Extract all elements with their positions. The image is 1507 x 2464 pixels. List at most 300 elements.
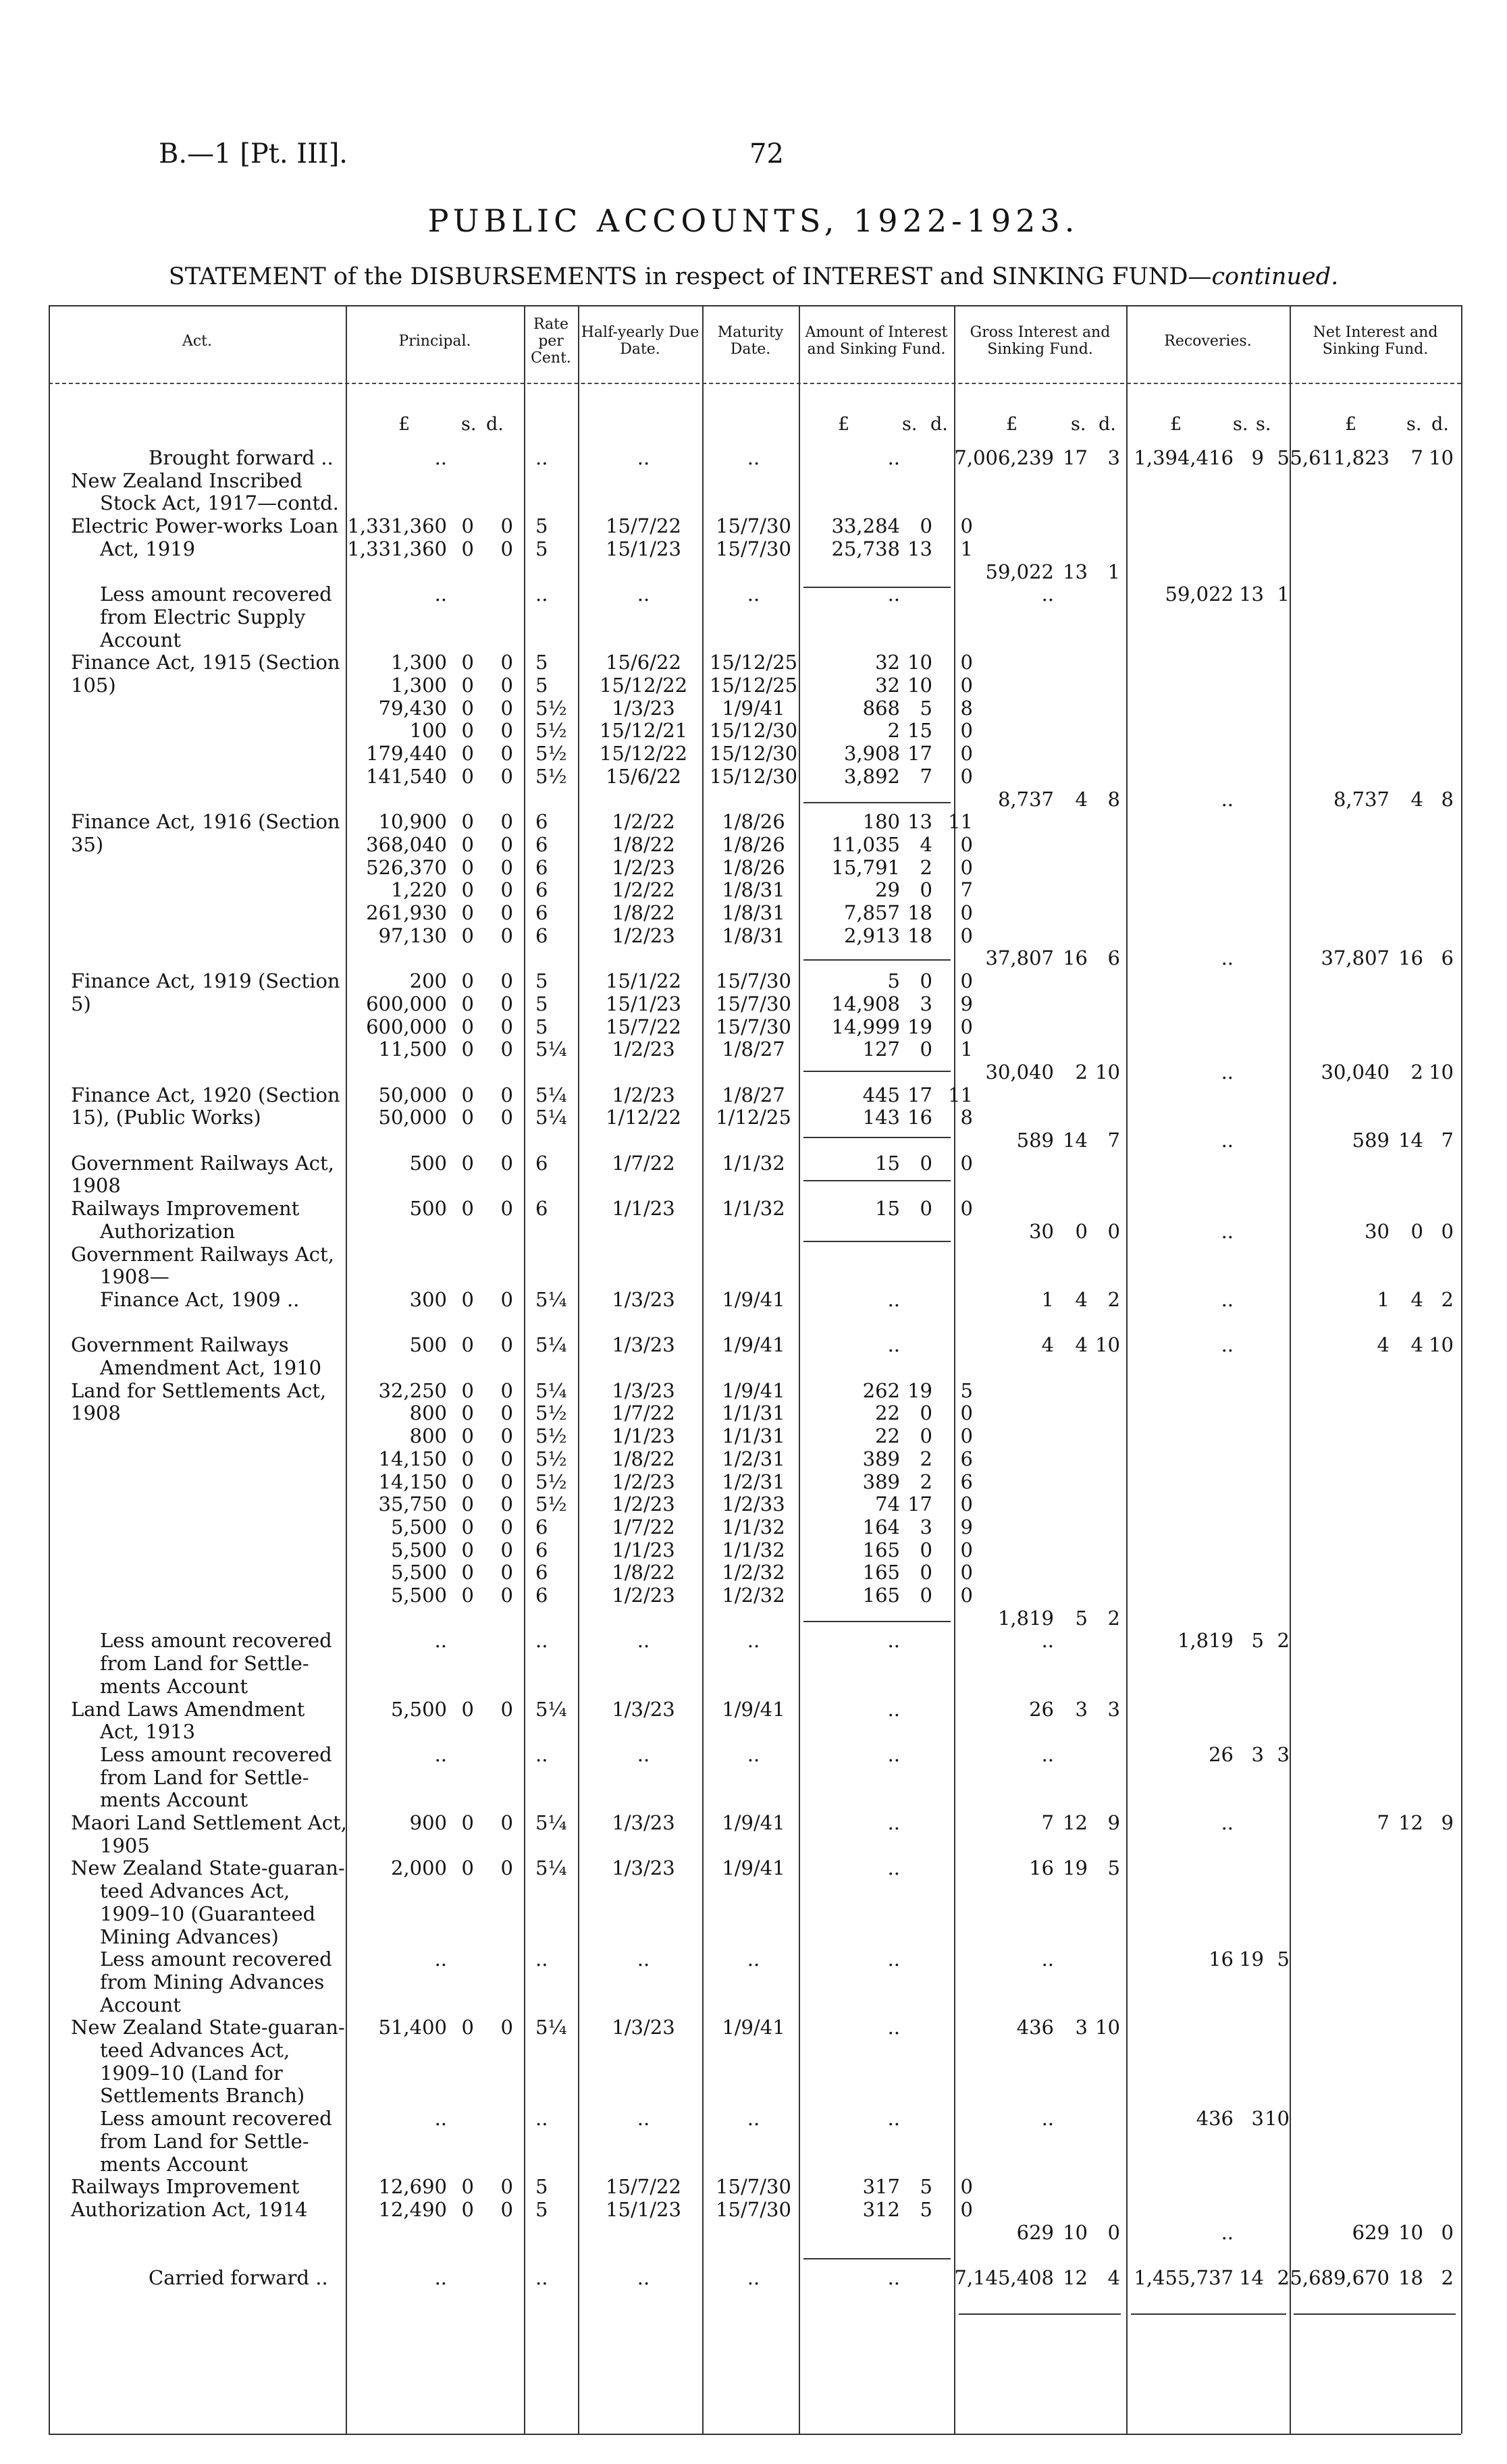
principal-pence: 0 — [500, 1584, 513, 1607]
table-row — [0, 1198, 1507, 1220]
principal-pounds: 51,400 — [378, 2016, 447, 2039]
amount-shillings: 0 — [920, 514, 932, 538]
maturity-date: 15/7/30 — [716, 969, 791, 993]
net-pounds: 37,807 — [1321, 946, 1390, 970]
principal-pence: 0 — [500, 696, 513, 720]
table-row — [0, 470, 1507, 492]
principal-pence: 0 — [500, 1447, 513, 1470]
principal-shillings: 0 — [461, 674, 474, 697]
table-row — [0, 902, 1507, 924]
act-cell: from Mining Advances — [100, 1970, 325, 1993]
net-pence: 9 — [1441, 1811, 1454, 1834]
act-cell: New Zealand Inscribed — [71, 468, 302, 492]
principal-shillings: 0 — [461, 1584, 474, 1607]
amount-pounds: 312 — [862, 2197, 900, 2221]
sum-rule — [803, 1621, 951, 1622]
act-cell: Finance Act, 1909 .. — [100, 1287, 300, 1311]
net-shillings: 4 — [1410, 1287, 1423, 1311]
unit-pound: £ — [1345, 414, 1357, 435]
act-cell: Authorization — [100, 1219, 236, 1243]
net-shillings: 16 — [1398, 946, 1423, 970]
act-cell: Land Laws Amendment — [71, 1697, 305, 1721]
amount-shillings: 0 — [920, 1038, 932, 1061]
amount-pence: 0 — [960, 674, 973, 697]
principal-pence: 0 — [500, 2016, 513, 2039]
principal-pounds: 12,490 — [378, 2197, 447, 2221]
amount-pence: 0 — [960, 1493, 973, 1516]
principal-shillings: 0 — [461, 1106, 474, 1129]
statement-subtitle — [0, 263, 1507, 290]
principal-pounds: 35,750 — [378, 1493, 447, 1516]
principal-pounds: 1,300 — [390, 651, 447, 674]
due-date: .. — [637, 2107, 650, 2131]
principal-pence: 0 — [500, 1038, 513, 1061]
rate-per-cent: 5½ — [535, 742, 567, 766]
principal-pounds: 600,000 — [366, 992, 447, 1015]
rate-per-cent: 5 — [535, 969, 548, 993]
amount-pounds: .. — [887, 2016, 900, 2039]
principal-shillings: 0 — [461, 651, 474, 674]
recoveries-shillings: 3 — [1251, 2107, 1264, 2131]
act-cell: Amendment Act, 1910 — [100, 1356, 322, 1379]
amount-pence: 11 — [948, 1083, 973, 1106]
act-cell: 1908 — [71, 1174, 121, 1198]
rate-per-cent: 6 — [535, 1584, 548, 1607]
amount-pence: 1 — [960, 537, 973, 560]
unit-shillings: s. — [1071, 414, 1086, 435]
rate-per-cent: 5 — [535, 537, 548, 560]
maturity-date: 1/8/26 — [722, 832, 785, 856]
amount-pence: 1 — [960, 1038, 973, 1061]
principal-shillings: 0 — [461, 810, 474, 834]
amount-shillings: 10 — [907, 674, 932, 697]
amount-pence: 0 — [960, 742, 973, 766]
recoveries-pounds: .. — [1221, 1129, 1234, 1152]
amount-pounds: .. — [887, 1742, 900, 1766]
table-row — [0, 2244, 1507, 2266]
rate-per-cent: .. — [535, 1742, 548, 1766]
act-cell: Railways Improvement — [71, 2175, 300, 2199]
net-pence: 8 — [1441, 787, 1454, 811]
net-shillings: 12 — [1398, 1811, 1423, 1834]
act-cell: 35) — [71, 832, 104, 856]
table-row — [0, 2153, 1507, 2176]
rate-per-cent: .. — [535, 446, 548, 469]
amount-shillings: 17 — [907, 1493, 932, 1516]
principal-pence: 0 — [500, 855, 513, 879]
principal-pounds: 5,500 — [390, 1561, 447, 1584]
principal-shillings: 0 — [461, 1470, 474, 1493]
due-date: 1/7/22 — [612, 1515, 675, 1538]
principal-pence: 0 — [500, 1493, 513, 1516]
gross-shillings: 3 — [1075, 2016, 1088, 2039]
gross-pence: 4 — [1107, 2266, 1120, 2289]
amount-pounds: 22 — [875, 1424, 900, 1448]
maturity-date: .. — [747, 446, 760, 469]
amount-pounds: .. — [887, 2266, 900, 2289]
table-row — [0, 447, 1507, 469]
table-bottom-rule — [49, 2434, 1461, 2435]
due-date: 1/2/23 — [612, 1493, 675, 1516]
principal-pounds: .. — [434, 2266, 447, 2289]
principal-shillings: 0 — [461, 1697, 474, 1721]
table-row — [0, 925, 1507, 947]
document-reference: B.—1 [Pt. III]. — [159, 138, 348, 169]
act-cell: teed Advances Act, — [100, 2039, 290, 2062]
amount-pounds: 317 — [862, 2175, 900, 2199]
net-pence: 7 — [1441, 1129, 1454, 1152]
column-header-gross: Gross Interest and Sinking Fund. — [970, 324, 1111, 358]
rate-per-cent: 6 — [535, 1197, 548, 1221]
gross-pence: 0 — [1107, 1219, 1120, 1243]
principal-pounds: 10,900 — [378, 810, 447, 834]
table-row — [0, 674, 1507, 697]
table-row — [0, 1448, 1507, 1470]
gross-shillings: 5 — [1075, 1606, 1088, 1630]
principal-pounds: 79,430 — [378, 696, 447, 720]
principal-pence: 0 — [500, 1697, 513, 1721]
act-cell: Government Railways — [71, 1333, 289, 1357]
table-row — [0, 1129, 1507, 1152]
gross-pence: 3 — [1107, 446, 1120, 469]
amount-pounds: .. — [887, 1629, 900, 1653]
principal-shillings: 0 — [461, 764, 474, 788]
maturity-date: 1/9/41 — [722, 1856, 785, 1880]
due-date: 1/1/23 — [612, 1197, 675, 1221]
act-cell: Finance Act, 1919 (Section — [71, 969, 340, 993]
rate-per-cent: .. — [535, 583, 548, 606]
table-row — [0, 1357, 1507, 1379]
maturity-date: 1/2/32 — [722, 1584, 785, 1607]
gross-pounds: 8,737 — [997, 787, 1054, 811]
table-row — [0, 1584, 1507, 1607]
principal-shillings: 0 — [461, 901, 474, 924]
net-shillings: 0 — [1410, 1219, 1423, 1243]
act-cell: Government Railways Act, — [71, 1242, 334, 1266]
amount-pounds: .. — [887, 1856, 900, 1880]
amount-pence: 0 — [960, 969, 973, 993]
amount-shillings: 10 — [907, 651, 932, 674]
principal-pounds: 5,500 — [390, 1538, 447, 1561]
maturity-date: 1/9/41 — [722, 1697, 785, 1721]
amount-pence: 5 — [960, 1378, 973, 1402]
principal-pence: 0 — [500, 810, 513, 834]
amount-pounds: 389 — [862, 1470, 900, 1493]
net-shillings: 7 — [1410, 446, 1423, 469]
table-row — [0, 2267, 1507, 2289]
maturity-date: .. — [747, 2107, 760, 2131]
sum-rule — [803, 1180, 951, 1181]
act-cell: Account — [100, 628, 181, 651]
recoveries-pounds: .. — [1221, 946, 1234, 970]
act-cell: 105) — [71, 674, 116, 697]
amount-shillings: 4 — [920, 832, 932, 856]
table-row — [0, 651, 1507, 674]
amount-shillings: 19 — [907, 1378, 932, 1402]
principal-pounds: 50,000 — [378, 1106, 447, 1129]
due-date: 15/7/22 — [606, 2175, 681, 2199]
principal-pounds: 200 — [409, 969, 447, 993]
amount-pence: 0 — [960, 1401, 973, 1425]
gross-pounds: 26 — [1029, 1697, 1054, 1721]
recoveries-pence: 5 — [1277, 446, 1290, 469]
rate-per-cent: .. — [535, 2107, 548, 2131]
amount-pounds: 32 — [875, 674, 900, 697]
unit-pence: d. — [1099, 414, 1116, 435]
maturity-date: 1/1/32 — [722, 1515, 785, 1538]
table-row — [0, 1880, 1507, 1902]
amount-pence: 0 — [960, 764, 973, 788]
amount-pence: 9 — [960, 992, 973, 1015]
amount-pence: 0 — [960, 719, 973, 743]
due-date: 1/2/23 — [612, 1470, 675, 1493]
gross-pence: 10 — [1095, 1060, 1120, 1083]
net-pounds: 1 — [1377, 1287, 1390, 1311]
rate-per-cent: 6 — [535, 810, 548, 834]
principal-pence: 0 — [500, 923, 513, 947]
principal-pounds: 141,540 — [366, 764, 447, 788]
principal-shillings: 0 — [461, 1561, 474, 1584]
maturity-date: 1/9/41 — [722, 696, 785, 720]
rate-per-cent: 6 — [535, 1515, 548, 1538]
due-date: 1/2/23 — [612, 923, 675, 947]
due-date: .. — [637, 1948, 650, 1971]
principal-shillings: 0 — [461, 969, 474, 993]
amount-pounds: 389 — [862, 1447, 900, 1470]
rate-per-cent: 5 — [535, 674, 548, 697]
amount-pence: 0 — [960, 855, 973, 879]
act-cell: Less amount recovered — [100, 583, 332, 606]
amount-pence: 0 — [960, 1197, 973, 1221]
due-date: 15/12/22 — [599, 742, 688, 766]
gross-pounds: 1,819 — [997, 1606, 1054, 1630]
unit-shillings: s. — [902, 414, 918, 435]
amount-pounds: 15,791 — [831, 855, 900, 879]
principal-pence: 0 — [500, 1470, 513, 1493]
act-cell: Settlements Branch) — [100, 2084, 305, 2108]
principal-pounds: 97,130 — [378, 923, 447, 947]
principal-pence: 0 — [500, 1378, 513, 1402]
unit-pence: d. — [486, 414, 504, 435]
gross-pence: 2 — [1107, 1287, 1120, 1311]
net-pence: 2 — [1441, 2266, 1454, 2289]
gross-pence: 3 — [1107, 1697, 1120, 1721]
due-date: 1/8/22 — [612, 1561, 675, 1584]
amount-pence: 8 — [960, 696, 973, 720]
maturity-date: 1/8/26 — [722, 855, 785, 879]
amount-pounds: 143 — [862, 1106, 900, 1129]
table-row — [0, 629, 1507, 651]
table-row — [0, 1380, 1507, 1402]
principal-shillings: 0 — [461, 1493, 474, 1516]
principal-pence: 0 — [500, 1811, 513, 1834]
gross-pounds: 629 — [1016, 2220, 1054, 2244]
unit-pence: d. — [1431, 414, 1449, 435]
act-cell: Act, 1913 — [100, 1720, 196, 1744]
rate-per-cent: 5½ — [535, 1493, 567, 1516]
maturity-date: 1/2/31 — [722, 1447, 785, 1470]
net-shillings: 14 — [1398, 1129, 1423, 1152]
due-date: 15/12/21 — [599, 719, 688, 743]
gross-pence: 0 — [1107, 2220, 1120, 2244]
act-cell: Finance Act, 1920 (Section — [71, 1083, 340, 1106]
principal-shillings: 0 — [461, 537, 474, 560]
amount-pence: 8 — [960, 1106, 973, 1129]
sum-rule — [803, 959, 951, 961]
principal-pounds: 11,500 — [378, 1038, 447, 1061]
table-row — [0, 1175, 1507, 1197]
sum-rule — [803, 587, 951, 588]
principal-pence: 0 — [500, 901, 513, 924]
maturity-date: 15/7/30 — [716, 537, 791, 560]
principal-pence: 0 — [500, 878, 513, 902]
due-date: 1/3/23 — [612, 2016, 675, 2039]
table-row — [0, 2016, 1507, 2039]
maturity-date: 15/12/30 — [709, 764, 798, 788]
amount-shillings: 5 — [920, 696, 932, 720]
due-date: 1/2/23 — [612, 1584, 675, 1607]
principal-shillings: 0 — [461, 1538, 474, 1561]
amount-pence: 0 — [960, 2175, 973, 2199]
amount-pence: 11 — [948, 810, 973, 834]
maturity-date: 1/2/33 — [722, 1493, 785, 1516]
maturity-date: 1/8/31 — [722, 923, 785, 947]
table-row — [0, 1038, 1507, 1061]
principal-shillings: 0 — [461, 1038, 474, 1061]
sum-rule — [803, 1137, 951, 1138]
due-date: 1/2/23 — [612, 1038, 675, 1061]
principal-pounds: .. — [434, 1742, 447, 1766]
rate-per-cent: 5 — [535, 1015, 548, 1038]
maturity-date: 1/8/31 — [722, 878, 785, 902]
due-date: 1/3/23 — [612, 1378, 675, 1402]
act-cell: Finance Act, 1915 (Section — [71, 651, 340, 674]
table-row — [0, 1516, 1507, 1538]
table-row — [0, 1744, 1507, 1766]
table-row — [0, 1835, 1507, 1857]
recoveries-pounds: 436 — [1196, 2107, 1234, 2131]
maturity-date: 15/12/30 — [709, 719, 798, 743]
principal-shillings: 0 — [461, 2197, 474, 2221]
table-row — [0, 1721, 1507, 1743]
principal-pounds: 1,331,360 — [347, 514, 447, 538]
maturity-date: 1/1/32 — [722, 1197, 785, 1221]
act-cell: from Land for Settle- — [100, 1765, 309, 1789]
act-cell: Government Railways Act, — [71, 1151, 334, 1175]
net-shillings: 2 — [1410, 1060, 1423, 1083]
table-row — [0, 2131, 1507, 2153]
recoveries-pounds: .. — [1221, 2220, 1234, 2244]
rate-per-cent: 6 — [535, 901, 548, 924]
principal-pounds: 900 — [409, 1811, 447, 1834]
rate-per-cent: 6 — [535, 1538, 548, 1561]
due-date: 1/12/22 — [606, 1106, 681, 1129]
due-date: 1/8/22 — [612, 901, 675, 924]
principal-pounds: 261,930 — [366, 901, 447, 924]
due-date: 1/3/23 — [612, 1811, 675, 1834]
table-row — [0, 2222, 1507, 2244]
act-cell: Stock Act, 1917—contd. — [100, 491, 339, 515]
column-header-due-date: Half-yearly Due Date. — [581, 324, 699, 358]
amount-pence: 7 — [960, 878, 973, 902]
table-row — [0, 993, 1507, 1015]
table-row — [0, 1539, 1507, 1561]
amount-pounds: .. — [887, 1333, 900, 1357]
act-cell: 1908— — [100, 1265, 169, 1289]
principal-pounds: 5,500 — [390, 1584, 447, 1607]
table-row — [0, 1653, 1507, 1675]
act-cell: from Electric Supply — [100, 605, 306, 628]
recoveries-pounds: .. — [1221, 1219, 1234, 1243]
principal-shillings: 0 — [461, 1083, 474, 1106]
table-row — [0, 2199, 1507, 2221]
amount-pence: 9 — [960, 1515, 973, 1538]
net-pence: 10 — [1429, 446, 1454, 469]
due-date: .. — [637, 446, 650, 469]
amount-pounds: 15 — [875, 1151, 900, 1175]
table-row — [0, 743, 1507, 765]
principal-pounds: 500 — [409, 1151, 447, 1175]
recoveries-pounds: 1,455,737 — [1134, 2266, 1234, 2289]
rate-per-cent: 5¼ — [535, 1287, 567, 1311]
principal-shillings: 0 — [461, 923, 474, 947]
table-row — [0, 1789, 1507, 1811]
principal-pence: 0 — [500, 1287, 513, 1311]
recoveries-pence: 2 — [1277, 2266, 1290, 2289]
gross-pounds: 30 — [1029, 1219, 1054, 1243]
due-date: 15/1/23 — [606, 537, 681, 560]
principal-pounds: .. — [434, 446, 447, 469]
maturity-date: 1/9/41 — [722, 1287, 785, 1311]
column-header-principal: Principal. — [398, 332, 471, 350]
amount-pounds: .. — [887, 1811, 900, 1834]
rate-per-cent: 5 — [535, 2175, 548, 2199]
principal-pence: 0 — [500, 1401, 513, 1425]
principal-pence: 0 — [500, 1515, 513, 1538]
rate-per-cent: 6 — [535, 878, 548, 902]
principal-pounds: 5,500 — [390, 1697, 447, 1721]
amount-shillings: 17 — [907, 742, 932, 766]
rate-per-cent: 5¼ — [535, 1856, 567, 1880]
amount-pence: 6 — [960, 1447, 973, 1470]
rate-per-cent: 6 — [535, 1151, 548, 1175]
gross-pence: 6 — [1107, 946, 1120, 970]
maturity-date: 1/8/27 — [722, 1083, 785, 1106]
principal-pounds: 179,440 — [366, 742, 447, 766]
due-date: 1/2/22 — [612, 810, 675, 834]
principal-pounds: 100 — [409, 719, 447, 743]
unit-shillings: s. — [1406, 414, 1422, 435]
gross-shillings: 4 — [1075, 787, 1088, 811]
act-cell: Less amount recovered — [100, 1629, 332, 1653]
recoveries-shillings: 5 — [1251, 1629, 1264, 1653]
unit-pound: £ — [398, 414, 411, 435]
amount-shillings: 16 — [907, 1106, 932, 1129]
due-date: 1/8/22 — [612, 1447, 675, 1470]
amount-pence: 0 — [960, 1584, 973, 1607]
maturity-date: 1/8/31 — [722, 901, 785, 924]
amount-pounds: 180 — [862, 810, 900, 834]
principal-pence: 0 — [500, 742, 513, 766]
amount-pence: 0 — [960, 1424, 973, 1448]
act-cell: 5) — [71, 992, 91, 1015]
table-row — [0, 1630, 1507, 1652]
table-row — [0, 970, 1507, 992]
table-row — [0, 1767, 1507, 1789]
gross-pounds: 4 — [1041, 1333, 1054, 1357]
amount-shillings: 3 — [920, 1515, 932, 1538]
maturity-date: 1/9/41 — [722, 1378, 785, 1402]
